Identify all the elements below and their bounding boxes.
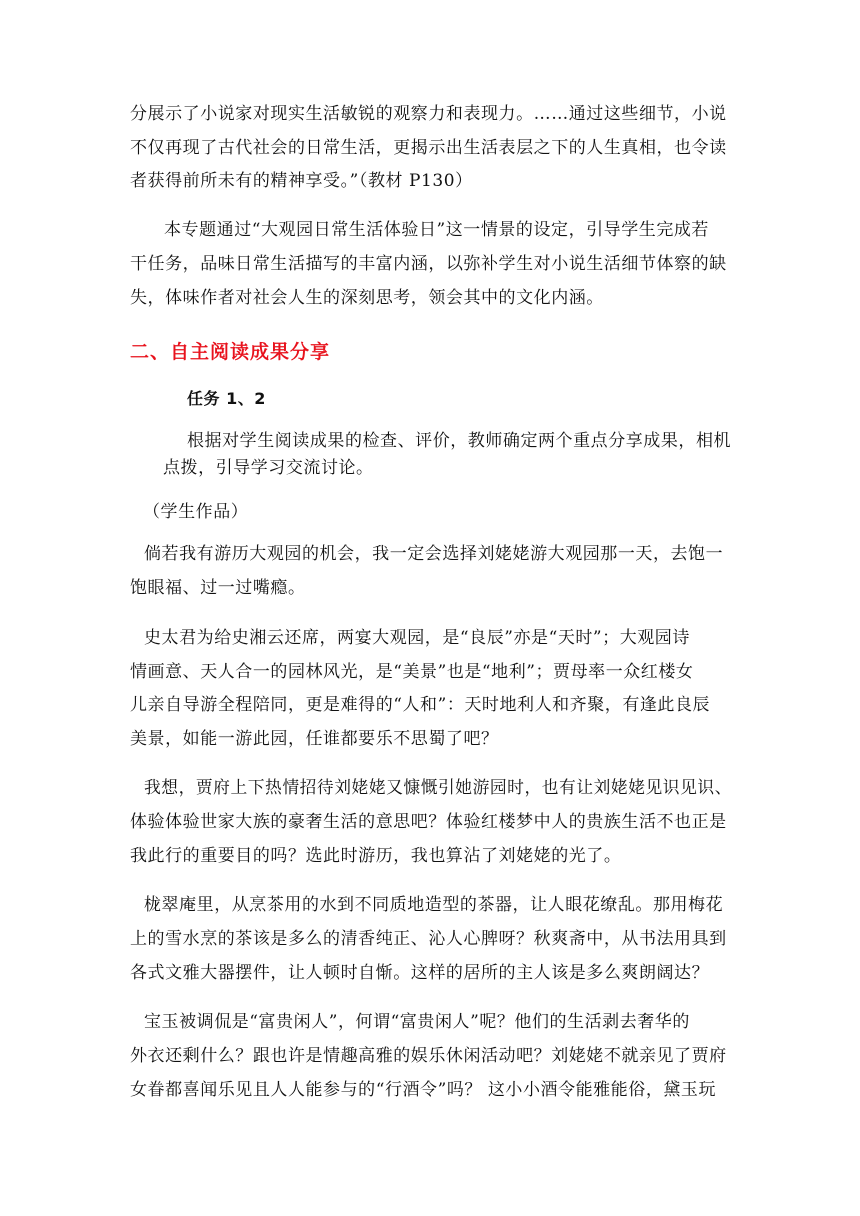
text-line: 宝玉被调侃是“富贵闲人”，何谓“富贵闲人”呢？他们的生活剥去奢华的 [144, 1012, 690, 1032]
text-line: 不仅再现了古代社会的日常生活，更揭示出生活表层之下的人生真相，也令读 [130, 138, 727, 158]
text-line: 倘若我有游历大观园的机会，我一定会选择刘姥姥游大观园那一天，去饱一 [144, 544, 724, 564]
text-line: 者获得前所未有的精神享受。”（教材 P130） [130, 171, 473, 191]
task-label: 任务 1、2 [187, 389, 266, 408]
text-line: 失，体味作者对社会人生的深刻思考，领会其中的文化内涵。 [130, 288, 604, 308]
text-line: 儿亲自导游全程陪同，更是难得的“人和”：天时地利人和齐聚，有逢此良辰 [130, 695, 711, 715]
text-line: 饱眼福、过一过嘴瘾。 [130, 578, 306, 598]
text-line: 外衣还剩什么？跟也许是情趣高雅的娱乐休闲活动吧？刘姥姥不就亲见了贾府 [130, 1046, 727, 1066]
text-line: 干任务，品味日常生活描写的丰富内涵，以弥补学生对小说生活细节体察的缺 [130, 254, 727, 274]
text-line: 各式文雅大器摆件，让人顿时自惭。这样的居所的主人该是多么爽朗阔达？ [130, 963, 710, 983]
text-line: 情画意、天人合一的园林风光，是“美景”也是“地利”；贾母率一众红楼女 [130, 662, 694, 682]
text-line: 点拨，引导学习交流讨论。 [163, 458, 374, 478]
text-line: 史太君为给史湘云还席，两宴大观园，是“良辰”亦是“天时”；大观园诗 [144, 628, 690, 648]
text-line: 分展示了小说家对现实生活敏锐的观察力和表现力。……通过这些细节，小说 [130, 104, 727, 124]
text-line: 我此行的重要目的吗？选此时游历，我也算沾了刘姥姥的光了。 [130, 846, 622, 866]
text-line: 栊翠庵里，从烹茶用的水到不同质地造型的茶器，让人眼花缭乱。那用梅花 [144, 895, 724, 915]
text-line: 本专题通过“大观园日常生活体验日”这一情景的设定，引导学生完成若 [164, 220, 709, 240]
text-line: 根据对学生阅读成果的检查、评价，教师确定两个重点分享成果，相机 [187, 431, 732, 451]
text-line: 体验体验世家大族的豪奢生活的意思吧？体验红楼梦中人的贵族生活不也正是 [130, 812, 727, 832]
text-line: 女眷都喜闻乐见且人人能参与的“行酒令”吗？ 这小小酒令能雅能俗，黛玉玩 [130, 1080, 717, 1100]
text-line: 上的雪水烹的茶该是多么的清香纯正、沁人心脾呀？秋爽斋中，从书法用具到 [130, 929, 727, 949]
student-work-label: （学生作品） [143, 502, 249, 522]
text-line: 我想，贾府上下热情招待刘姥姥又慷慨引她游园时，也有让刘姥姥见识见识、 [144, 778, 732, 798]
text-line: 美景，如能一游此园，任谁都要乐不思蜀了吧？ [130, 729, 499, 749]
section-heading: 二、自主阅读成果分享 [130, 341, 331, 363]
